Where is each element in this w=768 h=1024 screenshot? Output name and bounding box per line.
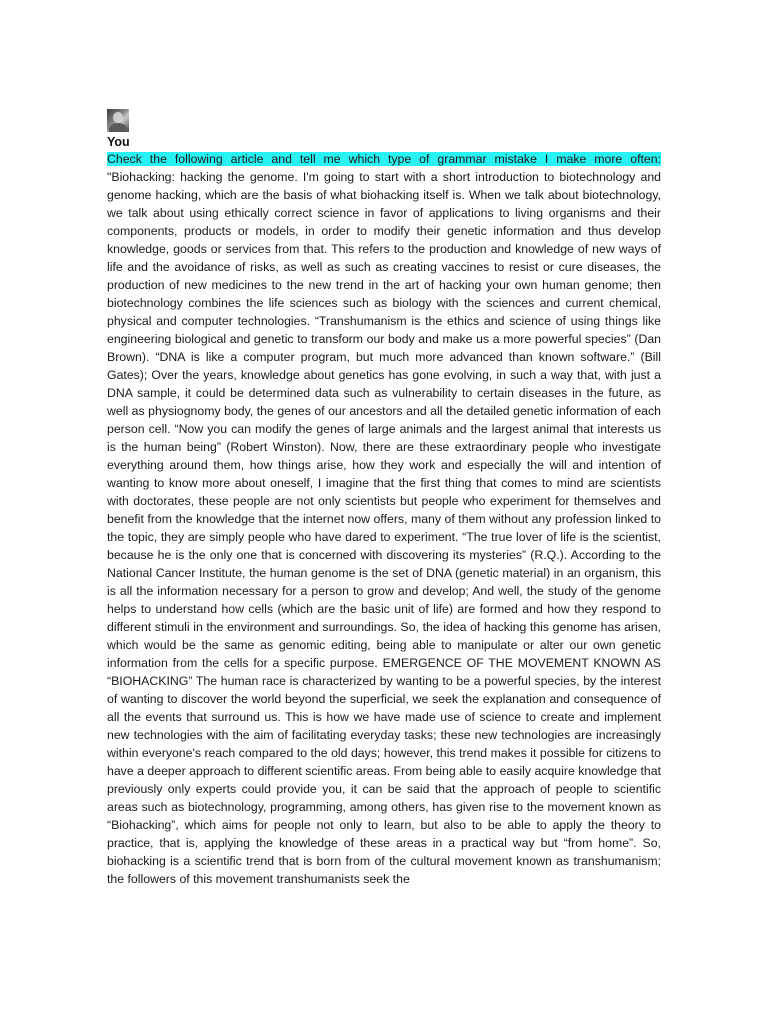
chat-message (107, 109, 661, 888)
highlighted-prompt: Check the following article and tell me which type of grammar mistake I make more often: (107, 152, 661, 166)
article-text: "Biohacking: hacking the genome. I'm going to start with a short introduction to biotechnology and genome hacking, which are the basis of what biohacking itself is. When we talk about biotechnology, we talk about using ethically correct science in favor of applications to living organisms and their components, products or models, in order to modify their genetic information and thus develop knowledge, goods or services from that. This refers to the production and knowledge of new ways of life and the avoidance of risks, as well as such as creating vaccines to resist or cure diseases, the production of new medicines to the new trend in the art of hacking your own human genome; then biotechnology combines the life sciences such as biology with the sciences and current chemical, physical and computer technologies. “Transhumanism is the ethics and science of using things like engineering biological and genetic to transform our body and make us a more powerful species” (Dan Brown). “DNA is like a computer program, but much more advanced than known software.” (Bill Gates); Over the years, knowledge about genetics has gone evolving, in such a way that, with just a DNA sample, it could be determined data such as vulnerability to certain diseases in the future, as well as physiognomy body, the genes of our ancestors and all the detailed genetic information of each person cell. “Now you can modify the genes of large animals and the largest animal that interests us is the human being” (Robert Winston). Now, there are these extraordinary people who investigate everything around them, how things arise, how they work and especially the will and intention of wanting to know more about oneself, I imagine that the first thing that comes to mind are scientists with doctorates, these people are not only scientists but people who experiment for themselves and benefit from the knowledge that the internet now offers, many of them without any profession linked to the topic, they are simply people who have dared to experiment. “The true lover of life is the scientist, because he is the only one that is concerned with discovering its mysteries” (R.Q.). According to the National Cancer Institute, the human genome is the set of DNA (genetic material) in an organism, this is all the information necessary for a person to grow and develop; And well, the study of the genome helps to understand how cells (which are the basic unit of life) are formed and how they respond to different stimuli in the environment and surroundings. So, the idea of hacking this genome has arisen, which would be the same as genomic editing, being able to manipulate or alter our own genetic information from the cells for a specific purpose. EMERGENCE OF THE MOVEMENT KNOWN AS “BIOHACKING” The human race is characterized by wanting to be a powerful species, by the interest of wanting to discover the world beyond the superficial, we seek the explanation and consequence of all the events that surround us. This is how we have made use of science to create and implement new technologies with the aim of facilitating everyday tasks; these new technologies are increasingly within everyone's reach compared to the old days; however, this trend makes it possible for citizens to have a deeper approach to different scientific areas. From being able to easily acquire knowledge that previously only experts could provide you, it can be said that the approach of people to scientific areas such as biotechnology, programming, among others, has given rise to the movement known as “Biohacking”, which aims for people not only to learn, but also to be able to apply the theory to practice, that is, applying the knowledge of these areas in a practical way but “from home”. So, biohacking is a scientific trend that is born from of the cultural movement known as transhumanism; the followers of this movement transhumanists seek the (107, 170, 661, 886)
message-body (107, 150, 661, 888)
sender-name: You (107, 135, 130, 149)
user-avatar-icon (107, 109, 129, 132)
